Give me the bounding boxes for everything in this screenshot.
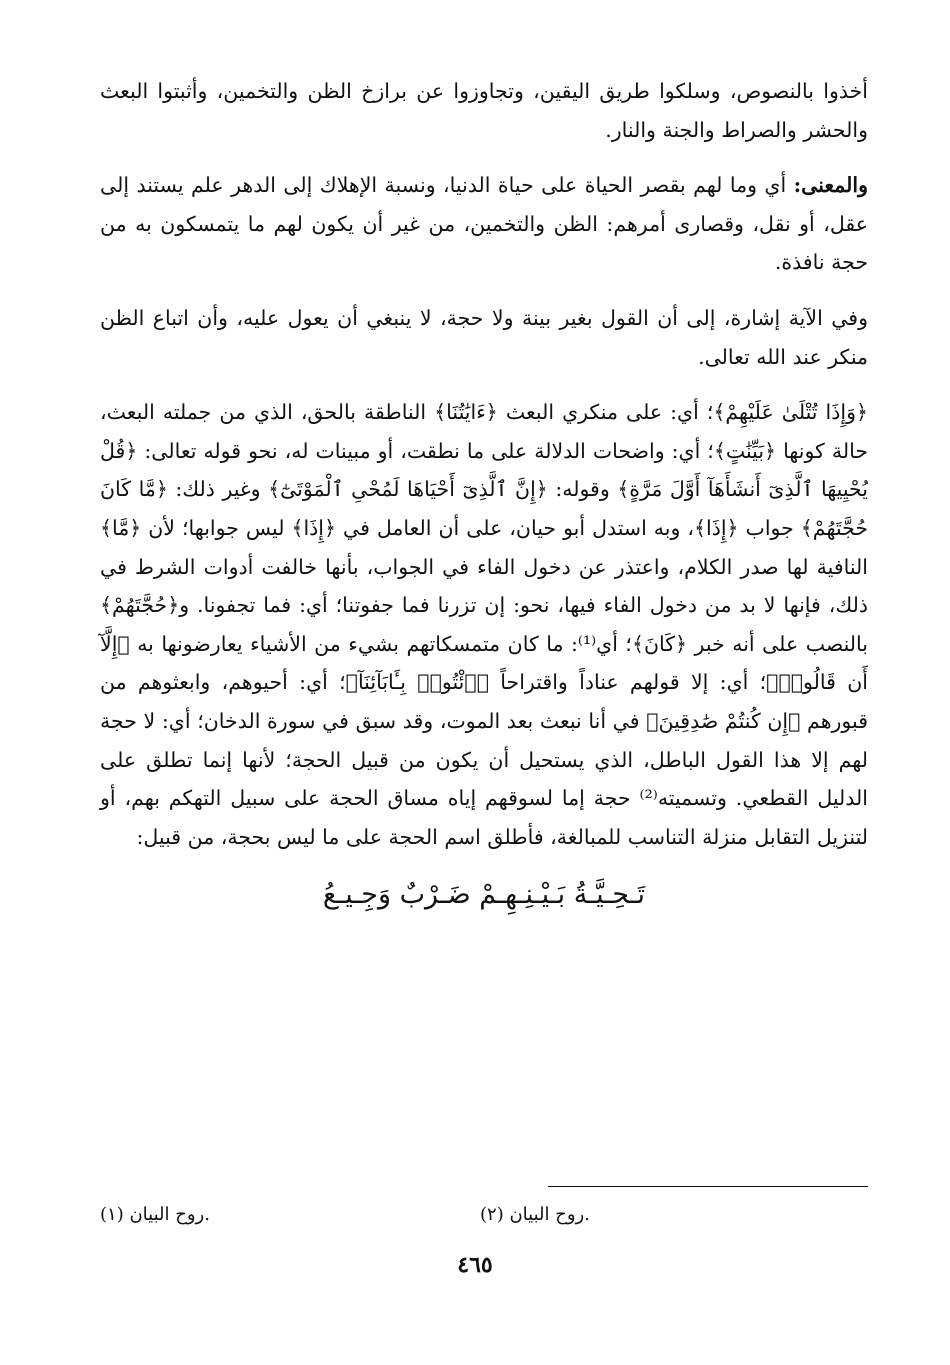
paragraph-1 — [100, 72, 868, 149]
paragraph-2-lead: والمعنى: — [793, 173, 868, 198]
paragraph-2 — [100, 166, 868, 282]
paragraph-2-text: أي وما لهم بقصر الحياة على حياة الدنيا، ونسبة الإهلاك إلى الدهر علم يستند إلى عقل، أو نقل، وقصارى أمرهم: الظن والتخمين، من غير أن يكون لهم ما يتمسكون به من حجة نافذة. — [100, 173, 868, 275]
paragraph-3 — [100, 299, 868, 376]
paragraph-4-text: ﴿وَإِذَا تُتْلَىٰ عَلَيْهِمْ﴾؛ أي: على منكري البعث ﴿ءَايَٰتُنَا﴾ الناطقة بالحق، الذي من جملته البعث، حالة كونها ﴿بَيِّنَٰتٍ﴾؛ أي: واضحات الدلالة على ما نطقت، أو مبينات له، نحو قوله تعالى: ﴿قُلْ يُحْيِيهَا ٱلَّذِىٓ أَنشَأَهَآ أَوَّلَ مَرَّةٍ﴾ وقوله: ﴿إِنَّ ٱلَّذِىٓ أَحْيَاهَا لَمُحْىِ ٱلْمَوْتَىٰٓ﴾ وغير ذلك: ﴿مَّا كَانَ حُجَّتَهُمْ﴾ جواب ﴿إِذَا﴾، وبه استدل أبو حيان، على أن العامل في ﴿إِذَا﴾ ليس جوابها؛ لأن ﴿مَّا﴾ النافية لها صدر الكلام، واعتذر عن دخول الفاء في الجواب، بأنها خالفت أدوات الشرط في ذلك، فإنها لا بد من دخول الفاء فيها، نحو: إن تزرنا فما جفوتنا؛ أي: فما تجفونا. و﴿حُجَّتَهُمْ﴾ بالنصب على أنه خبر ﴿كَانَ﴾؛ أي⁽¹⁾: ما كان متمسكاتهم بشيء من الأشياء يعارضونها به ﴿إِلَّآ أَن قَالُوا۟﴾؛ أي: إلا قولهم عناداً واقتراحاً ﴿ٱئْتُوا۟ بِـَٔابَآئِنَآ﴾؛ أي: أحيوهم، وابعثوهم من قبورهم ﴿إِن كُنتُمْ صَٰدِقِينَ﴾ في أنا نبعث بعد الموت، وقد سبق في سورة الدخان؛ أي: لا حجة لهم إلا هذا القول الباطل، الذي يستحيل أن يكون من قبيل الحجة؛ لأنها إنما تطلق على الدليل القطعي. وتسميته⁽²⁾ حجة إما لسوقهم إياه مساق الحجة على سبيل التهكم بهم، أو لتنزيل التقابل منزلة التناسب للمبالغة، فأطلق اسم الحجة على ما ليس بحجة، من قبيل: — [100, 400, 869, 849]
poetry-verse: تَـحِـيَّـةُ بَـيْـنِـهِـمْ ضَـرْبٌ وَجِـيـعُ — [322, 879, 646, 911]
paragraph-1-text: أخذوا بالنصوص، وسلكوا طريق اليقين، وتجاوزوا عن برازخ الظن والتخمين، وأثبتوا البعث والحشر والصراط والجنة والنار. — [100, 79, 868, 142]
footnote-1: (١) روح البيان. — [100, 1204, 210, 1225]
paragraph-4 — [100, 393, 868, 856]
paragraph-3-text: وفي الآية إشارة، إلى أن القول بغير بينة ولا حجة، لا ينبغي أن يعول عليه، وأن اتباع الظن منكر عند الله تعالى. — [100, 305, 868, 369]
page-number: ٤٦٥ — [457, 1252, 493, 1278]
footnote-2: (٢) روح البيان. — [480, 1204, 590, 1225]
footnote-separator — [548, 1186, 868, 1187]
footnotes — [100, 1200, 868, 1230]
